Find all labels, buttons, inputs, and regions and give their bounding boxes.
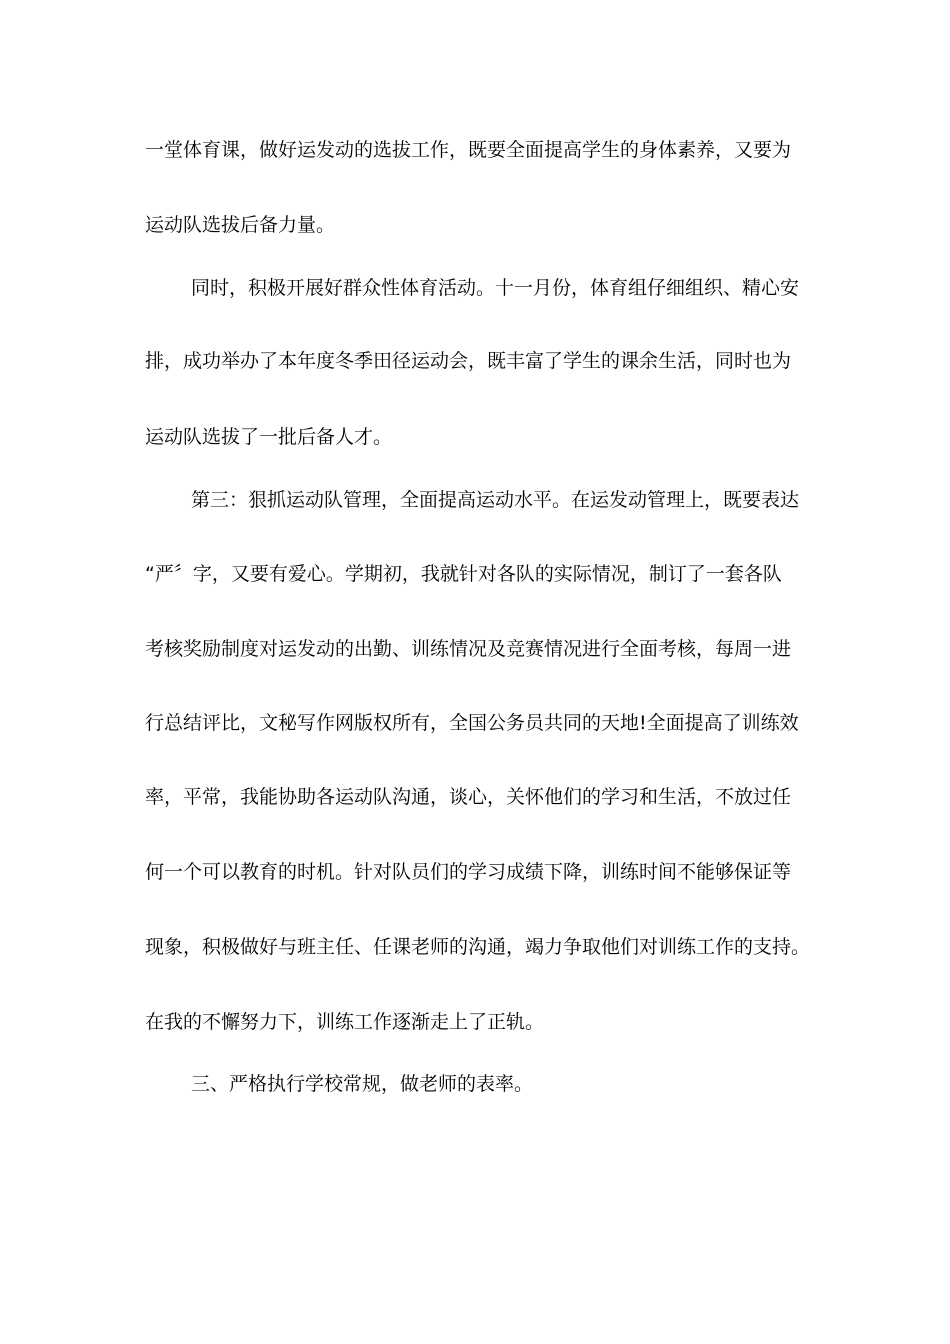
text-line-13: 在我的不懈努力下，训练工作逐渐走上了正轨。 [145,1011,545,1033]
text-line-10: 率，平常，我能协助各运动队沟通，谈心，关怀他们的学习和生活，不放过任 [145,786,792,808]
text-line-7: “严〞字，又要有爱心。学期初，我就针对各队的实际情况，制订了一套各队 [145,563,782,585]
text-line-11: 何一个可以教育的时机。针对队员们的学习成绩下降，训练时间不能够保证等 [145,861,792,883]
text-line-12: 现象，积极做好与班主任、任课老师的沟通，竭力争取他们对训练工作的支持。 [145,936,811,958]
text-line-8: 考核奖励制度对运发动的出勤、训练情况及竞赛情况进行全面考核，每周一进 [145,638,792,660]
text-line-5: 运动队选拔了一批后备人才。 [145,426,393,448]
text-line-2: 运动队选拔后备力量。 [145,214,336,236]
paragraph-start-line-3: 同时，积极开展好群众性体育活动。十一月份，体育组仔细组织、精心安 [191,277,800,299]
section-heading-line-14: 三、严格执行学校常规，做老师的表率。 [191,1073,534,1095]
text-line-4: 排，成功举办了本年度冬季田径运动会，既丰富了学生的课余生活，同时也为 [145,350,792,372]
paragraph-start-line-6: 第三：狠抓运动队管理，全面提高运动水平。在运发动管理上，既要表达 [191,489,800,511]
text-line-9: 行总结评比，文秘写作网版权所有，全国公务员共同的天地!全面提高了训练效 [145,712,799,734]
text-line-1: 一堂体育课，做好运发动的选拔工作，既要全面提高学生的身体素养，又要为 [145,139,792,161]
